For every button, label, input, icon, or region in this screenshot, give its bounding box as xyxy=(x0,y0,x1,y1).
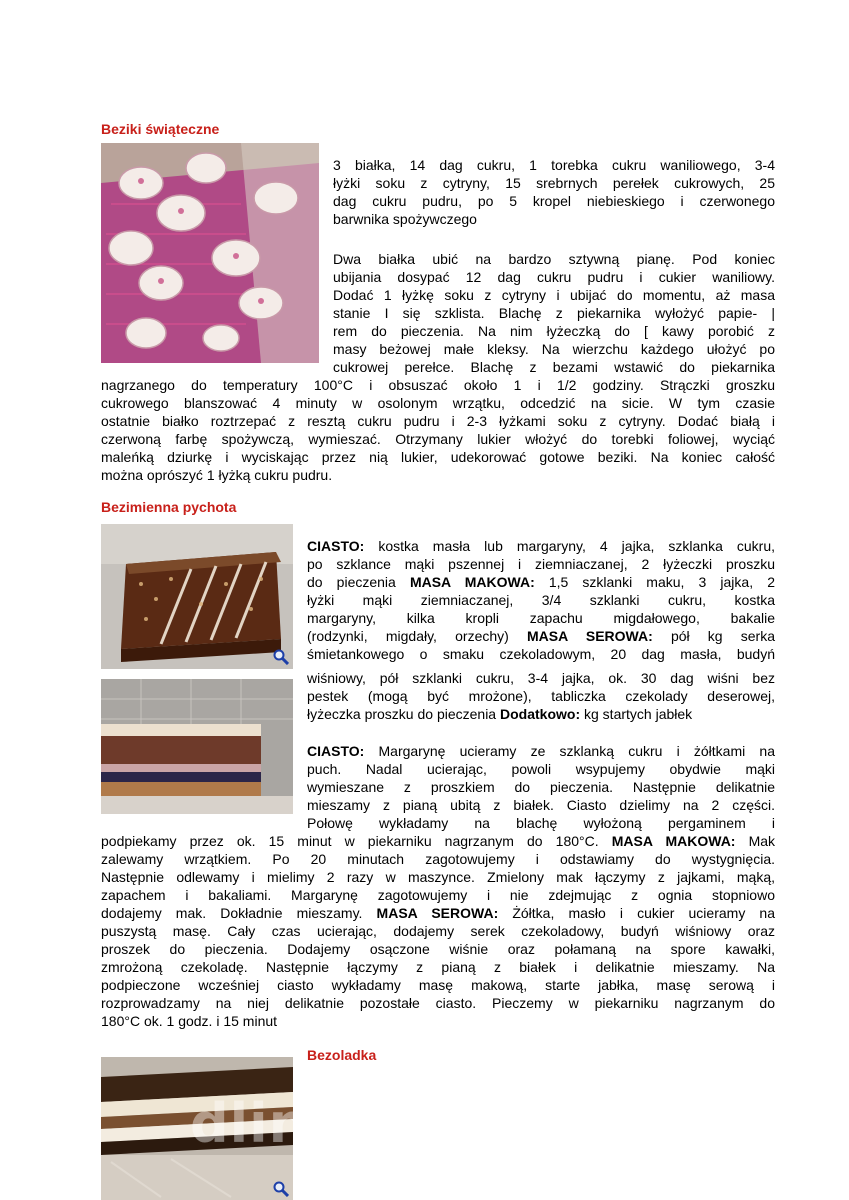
text-line: zmrożoną czekoladę. Następnie łączymy z pianą z białek i delikatnie mieszamy. Na xyxy=(101,959,775,975)
pychota-photo-bottom xyxy=(101,679,293,814)
label-dodatkowo: Dodatkowo: xyxy=(500,706,581,722)
text-line xyxy=(307,742,775,760)
text-line: Następnie odlewamy i mielimy 2 razy w maszynce. Zmielony mak łączymy z jajkami, mąką, xyxy=(101,869,775,885)
text-span: 1,5 szklanki maku, 3 jajka, 2 xyxy=(534,574,775,590)
text-line: można oprószyć 1 łyżką cukru pudru. xyxy=(101,467,333,483)
text-line: ubijania dosypać 12 dag cukru pudru i cukier waniliowy. xyxy=(333,269,775,285)
pychota-method-beside xyxy=(307,742,775,832)
zoom-magnifier-icon[interactable] xyxy=(273,1181,289,1200)
text-line: śmietankowego o smaku czekoladowym, 20 dag masła, budyń xyxy=(307,646,775,662)
text-line: Połowę wykładamy na blachę wyłożoną pergaminem i xyxy=(307,815,775,831)
text-line xyxy=(307,537,775,555)
text-line xyxy=(101,832,775,850)
text-line xyxy=(307,573,775,591)
text-line: 180°C ok. 1 godz. i 15 minut xyxy=(101,1013,278,1029)
pychota-ingredients-cont xyxy=(307,669,775,723)
text-line: dag cukru pudru, po 5 kropel niebieskiego i czerwonego xyxy=(333,193,775,209)
text-line: po szklance mąki pszennej i ziemniaczanej, 2 łyżeczki proszku xyxy=(307,556,775,572)
text-span: łyżeczka proszku do pieczenia xyxy=(307,706,500,722)
text-line: podpieczone wcześniej ciasto wykładamy masę makową, starte jabłka, masę serową i xyxy=(101,977,775,993)
text-line: cukrowej perełce. Blachę z bezami wstawić do piekarnika xyxy=(333,359,775,375)
text-span: Margarynę ucieramy ze szklanką cukru i żółtkami na xyxy=(364,743,775,759)
text-span: do pieczenia xyxy=(307,574,410,590)
text-line: cukrowego blanszować 4 minuty w osolonym wrzątku, odcedzić na sicie. W tym czasie xyxy=(101,395,775,411)
text-line xyxy=(307,627,775,645)
text-line: Dodać 1 łyżkę soku z cytryny i ubijać do momentu, aż masa xyxy=(333,287,775,303)
text-line: zapachem i bakaliami. Margarynę zagotowujemy i nie zdejmując z ognia stopniowo xyxy=(101,887,775,903)
beziki-method-full xyxy=(101,376,775,484)
label-masa-makowa: MASA MAKOWA: xyxy=(409,574,535,590)
text-span: podpiekamy przez ok. 15 minut w piekarniku nagrzanym do 180°C. xyxy=(101,833,612,849)
text-span: Mak xyxy=(735,833,776,849)
text-line: Dwa białka ubić na bardzo sztywną pianę. Pod koniec xyxy=(333,251,775,267)
text-line: maleńką dziurkę i wyciskając przez nią lukier, udekorować gotowe beziki. Na koniec całość xyxy=(101,449,775,465)
text-line: puszystą masę. Cały czas ucierając, dodajemy serek czekoladowy, budyń wiśniowy oraz xyxy=(101,923,775,939)
label-masa-serowa: MASA SEROWA: xyxy=(526,628,653,644)
recipe-title-beziki: Beziki świąteczne xyxy=(101,121,220,137)
recipe-title-bezoladka: Bezoladka xyxy=(307,1047,377,1063)
text-line: rem do pieczenia. Na nim łyżeczką do [ kawy porobić z xyxy=(333,323,775,339)
text-line: rozprowadzamy na niej delikatnie pozostałe ciasto. Pieczemy w piekarniku nagrzanym do xyxy=(101,995,775,1011)
text-line: barwnika spożywczego xyxy=(333,211,477,227)
text-line: 3 białka, 14 dag cukru, 1 torebka cukru waniliowego, 3-4 xyxy=(333,157,775,173)
text-line: łyżki soku z cytryny, 15 srebrnych perełek cukrowych, 25 xyxy=(333,175,775,191)
recipe-title-bezimienna: Bezimienna pychota xyxy=(101,499,237,515)
text-span: pół kg serka xyxy=(652,628,775,644)
text-line: ostatnie białko roztrzepać z resztą cukru pudru i 2-3 łyżkami soku z cytryny. Dodać białą i xyxy=(101,413,775,429)
text-line: wiśniowy, pół szklanki cukru, 3-4 jajka, ok. 30 dag wiśni bez xyxy=(307,670,775,686)
text-line xyxy=(307,705,775,723)
pychota-ingredients-beside xyxy=(307,537,775,663)
zoom-magnifier-icon[interactable] xyxy=(273,649,289,669)
pychota-photo-top xyxy=(101,524,293,669)
text-line: proszek do pieczenia. Dodajemy osączone wiśnie oraz połamaną na spore kawałki, xyxy=(101,941,775,957)
text-line: czerwoną farbę spożywczą, wymieszać. Otrzymany lukier włożyć do torebki foliowej, wyciąć xyxy=(101,431,775,447)
text-span: kostka masła lub margaryny, 4 jajka, szklanka cukru, xyxy=(364,538,775,554)
text-span: dodajemy mak. Dokładnie mieszamy. xyxy=(101,905,377,921)
text-line xyxy=(101,904,775,922)
text-line: łyżki mąki ziemniaczanej, 3/4 szklanki cukru, kostka xyxy=(307,592,775,608)
beziki-ingredients xyxy=(333,156,775,228)
pychota-method-full xyxy=(101,832,775,1030)
label-ciasto: CIASTO: xyxy=(307,538,365,554)
text-line: nagrzanego do temperatury 100°C i obsuszać około 1 i 1/2 godziny. Strączki groszku xyxy=(101,377,775,393)
beziki-method-beside xyxy=(333,250,775,376)
text-line: wymieszane z proszkiem do pieczenia. Następnie delikatnie xyxy=(307,779,775,795)
label-masa-serowa: MASA SEROWA: xyxy=(376,905,499,921)
text-line: masy beżowej małe kleksy. Na wierzchu każdego ułożyć po xyxy=(333,341,775,357)
text-span: kg startych jabłek xyxy=(580,706,693,722)
text-line: stanie I się szklista. Blachę z piekarnika wyłożyć papie- | xyxy=(333,305,775,321)
beziki-photo xyxy=(101,143,319,363)
watermark: dlinydomowe.pl xyxy=(190,1092,687,1155)
text-line: pestek (mogą być mrożone), tabliczka czekolady deserowej, xyxy=(307,688,775,704)
text-span: Żółtka, masło i cukier ucieramy na xyxy=(498,905,775,921)
text-span: (rodzynki, migdały, orzechy) xyxy=(307,628,527,644)
text-line: mieszamy z pianą ubitą z białek. Ciasto dzielimy na 2 części. xyxy=(307,797,775,813)
text-line: margaryny, kilka kropli zapachu migdałowego, bakalie xyxy=(307,610,775,626)
text-line: zalewamy wrzątkiem. Po 20 minutach zagotowujemy i odstawiamy do wystygnięcia. xyxy=(101,851,775,867)
label-ciasto: CIASTO: xyxy=(307,743,365,759)
label-masa-makowa: MASA MAKOWA: xyxy=(611,833,736,849)
text-line: puch. Nadal ucierając, powoli wsypujemy obydwie mąki xyxy=(307,761,775,777)
